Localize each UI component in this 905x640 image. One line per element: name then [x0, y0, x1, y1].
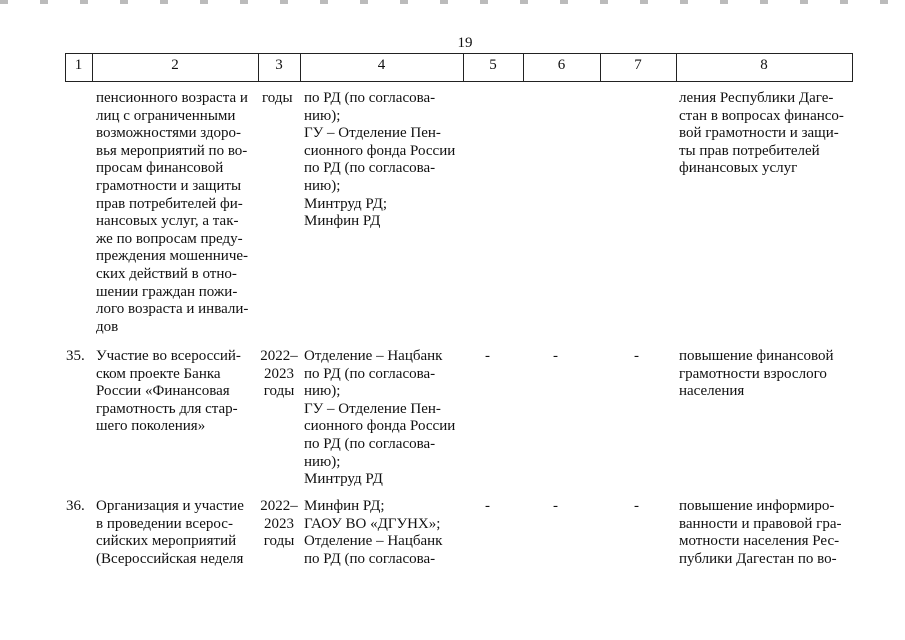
header-col-7: 7 — [634, 57, 642, 73]
row-col6-value: - — [553, 348, 558, 364]
header-top-border — [65, 53, 853, 54]
row-result: повышение финансовой грамотности взрослого населения — [679, 348, 834, 400]
header-col-2: 2 — [171, 57, 179, 73]
row-col5-value: - — [485, 348, 490, 364]
col-divider — [852, 53, 853, 82]
row-number: 36. — [66, 498, 85, 514]
header-col-1: 1 — [74, 57, 83, 73]
continued-period: годы — [262, 90, 293, 106]
row-event-text: Организация и участие в проведении всерос- сийских мероприятий (Всероссийская неделя — [96, 498, 244, 567]
scan-edge — [0, 0, 905, 4]
header-bottom-border — [65, 81, 853, 82]
row-event-text: Участие во всероссий- ском проекте Банка России «Финансовая грамотность для стар- шего поколения» — [96, 348, 241, 435]
row-executors: Минфин РД; ГАОУ ВО «ДГУНХ»; Отделение – Нацбанк по РД (по согласова- — [304, 498, 443, 567]
row-col6-value: - — [553, 498, 558, 514]
row-executors: Отделение – Нацбанк по РД (по согласова- нию); ГУ – Отделение Пен- сионного фонда России по РД (по согласова- нию); Минтруд РД — [304, 348, 456, 488]
header-col-6: 6 — [557, 57, 566, 73]
page-number: 19 — [457, 35, 473, 51]
row-col7-value: - — [634, 348, 639, 364]
row-col5-value: - — [485, 498, 490, 514]
continued-executors: по РД (по согласова- нию); ГУ – Отделение Пен- сионного фонда России по РД (по согласова- нию); Минтруд РД; Минфин РД — [304, 90, 456, 230]
row-period: 2022– 2023 годы — [260, 348, 298, 400]
row-result: повышение информиро- ванности и правовой гра- мотности населения Рес- публики Дагестан по во- — [679, 498, 842, 567]
row-period: 2022– 2023 годы — [260, 498, 298, 550]
header-col-8: 8 — [760, 57, 768, 73]
header-col-4: 4 — [377, 57, 386, 73]
continued-event-text: пенсионного возраста и лиц с ограниченными возможностями здоро- вья мероприятий по во- просам финансовой грамотности и защиты прав потребителей фи- нансовых услуг, а так- же по вопросам преду- преждения мошенниче- ских действий в отно- шении граждан пожи- лого возраста и инвали- дов — [96, 90, 249, 335]
continued-result: ления Республики Даге- стан в вопросах финансо- вой грамотности и защи- ты прав потребителей финансовых услуг — [679, 90, 844, 177]
header-col-3: 3 — [275, 57, 283, 73]
row-col7-value: - — [634, 498, 639, 514]
header-col-5: 5 — [489, 57, 497, 73]
row-number: 35. — [66, 348, 85, 364]
